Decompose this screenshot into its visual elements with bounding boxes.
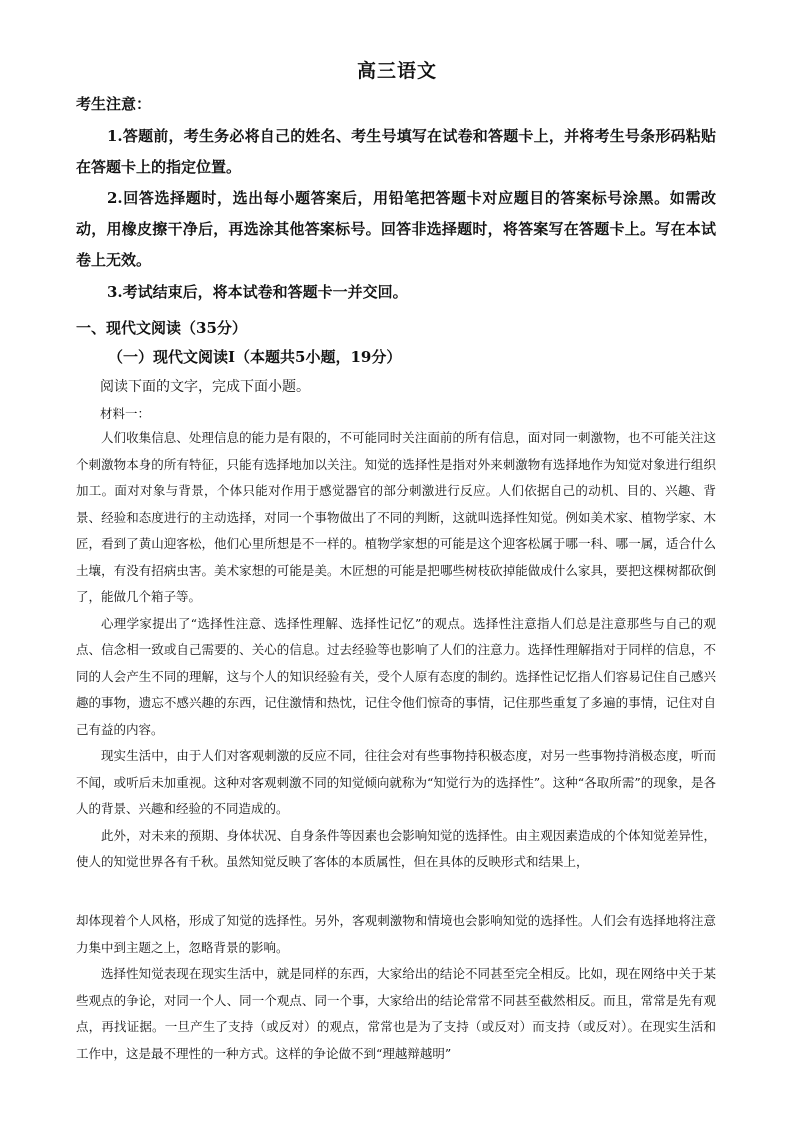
passage-paragraph: 心理学家提出了“选择性注意、选择性理解、选择性记忆”的观点。选择性注意指人们总是注意那些与自己的观点、信念相一致或自己需要的、关心的信息。过去经验等也影响了人们的注意力。选择性理解指对于同样的信息，不同的人会产生不同的理解，这与个人的知识经验有关，受个人原有态度的制约。选择性记忆指人们容易记住自己感兴趣的事物，遗忘不感兴趣的东西，记住激情和热忱，记住令他们惊奇的事情，记住那些重复了多遍的事情，记住对自己有益的内容。 (76, 615, 716, 737)
notice-item-2: 2.回答选择题时，选出每小题答案后，用铅笔把答题卡对应题目的答案标号涂黑。如需改动，用橡皮擦干净后，再选涂其他答案标号。回答非选择题时，将答案写在答题卡上。写在本试卷上无效。 (76, 189, 716, 269)
notice-item-3: 3.考试结束后，将本试卷和答题卡一并交回。 (107, 283, 408, 301)
material-label: 材料一： (100, 406, 151, 421)
subsection-heading: （一）现代文阅读Ⅰ（本题共5小题，19分） (108, 348, 402, 366)
notice-heading: 考生注意： (76, 95, 152, 113)
notice-item-1: 1.答题前，考生务必将自己的姓名、考生号填写在试卷和答题卡上，并将考生号条形码粘贴在答题卡上的指定位置。 (76, 127, 716, 176)
page-title: 高三语文 (356, 60, 437, 82)
section-heading: 一、现代文阅读（35分） (76, 319, 247, 337)
passage-paragraph: 选择性知觉表现在现实生活中，就是同样的东西，大家给出的结论不同甚至完全相反。比如，现在网络中关于某些观点的争论，对同一个人、同一个观点、同一个事，大家给出的结论常常不同甚至截然相反。而且，常常是先有观点，再找证据。一旦产生了支持（或反对）的观点，常常也是为了支持（或反对）而支持（或反对）。在现实生活和工作中，这是最不理性的一种方式。这样的争论做不到“理越辩越明” (76, 966, 716, 1061)
passage-paragraph: 人们收集信息、处理信息的能力是有限的，不可能同时关注面前的所有信息，面对同一刺激物，也不可能关注这个刺激物本身的所有特征，只能有选择地加以关注。知觉的选择性是指对外来刺激物有选择地作为知觉对象进行组织加工。面对对象与背景，个体只能对作用于感觉器官的部分刺激进行反应。人们依据自己的动机、目的、兴趣、背景、经验和态度进行的主动选择，对同一个事物做出了不同的判断，这就叫选择性知觉。例如美术家、植物学家、木匠，看到了黄山迎客松，他们心里所想是不一样的。植物学家想的可能是这个迎客松属于哪一科、哪一属，适合什么土壤，有没有招病虫害。美术家想的可能是美。木匠想的可能是把哪些树枝砍掉能做成什么家具，要把这棵树都砍倒了，能做几个箱子等。 (76, 430, 716, 604)
passage-paragraph: 现实生活中，由于人们对客观刺激的反应不同，往往会对有些事物持积极态度，对另一些事物持消极态度，听而不闻，或听后未加重视。这种对客观刺激不同的知觉倾向就称为“知觉行为的选择性”。这种“各取所需”的现象，是各人的背景、兴趣和经验的不同造成的。 (76, 748, 716, 816)
passage-paragraph: 此外，对未来的预期、身体状况、自身条件等因素也会影响知觉的选择性。由主观因素造成的个体知觉差异性，使人的知觉世界各有千秋。虽然知觉反映了客体的本质属性，但在具体的反映形式和结果上， (76, 827, 716, 869)
passage-paragraph: 却体现着个人风格，形成了知觉的选择性。另外，客观刺激物和情境也会影响知觉的选择性。人们会有选择地将注意力集中到主题之上，忽略背景的影响。 (76, 913, 716, 955)
passage-block-2 (76, 908, 716, 1067)
passage-block-1 (76, 425, 716, 876)
reading-instruction: 阅读下面的文字，完成下面小题。 (100, 379, 310, 395)
